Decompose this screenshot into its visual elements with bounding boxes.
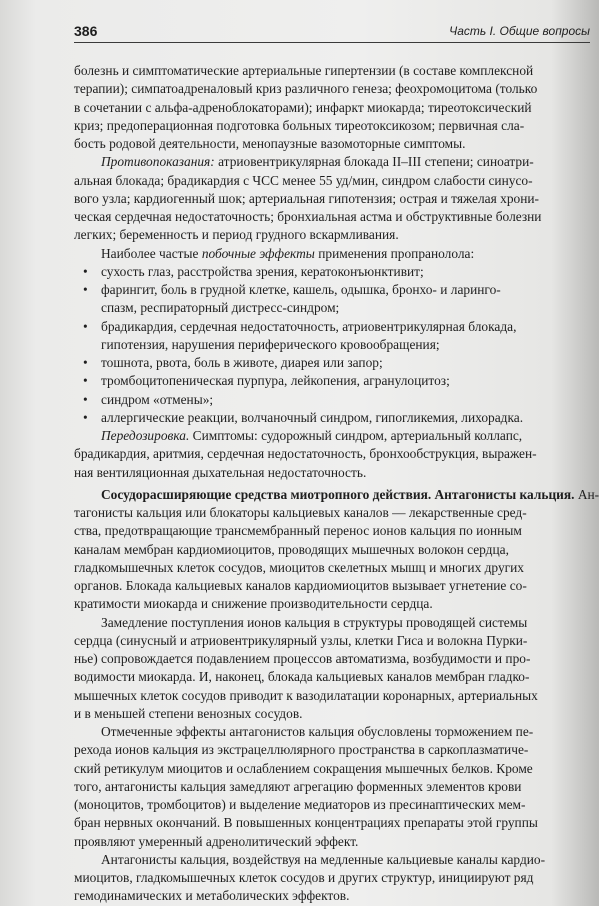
page-number: 386 (74, 23, 98, 39)
body-text (74, 62, 599, 906)
bullet-item: • синдром «отмены»; (74, 391, 590, 409)
text-line: мышечных клеток сосудов приводит к вазодилатации коронарных, артериальных (74, 687, 538, 703)
running-head (74, 22, 590, 43)
contraindications-label: Противопоказания: (101, 154, 215, 170)
bullet-item: • сухость глаз, расстройства зрения, кератоконъюнктивит; (74, 263, 590, 281)
text-line: в сочетании с альфа-адреноблокаторами); инфаркт миокарда; тиреотоксический (74, 99, 532, 115)
text-line: органов. Блокада кальциевых каналов кардиомиоцитов вызывает угнетение со- (74, 578, 527, 593)
overdose-line: Передозировка. Симптомы: судорожный синдром, артериальный коллапс, (101, 428, 523, 443)
text-line: водимости миокарда. И, наконец, блокада кальциевых каналов мембран гладко- (74, 669, 530, 685)
text-line: и в меньшей степени венозных сосудов. (74, 705, 303, 721)
text-line: миоцитов, гладкомышечных клеток сосудов и других структур, инициируют ряд (74, 870, 534, 885)
text-line: гладкомышечных клеток сосудов, миоцитов скелетных мышц и многих других (74, 559, 524, 575)
text-line: бость родовой деятельности, менопаузные вазомоторные симптомы. (74, 136, 466, 151)
bullet-item: • тошнота, рвота, боль в животе, диарея или запор; (74, 354, 590, 372)
text-line: болезнь и симптоматические артериальные гипертензии (в составе комплексной (74, 63, 534, 78)
bullet-marker: • (83, 263, 88, 279)
text-line: криз; предоперационная подготовка больных тиреотоксикозом; первичная сла- (74, 117, 525, 133)
overdose-label: Передозировка. (101, 428, 190, 443)
text-line: бран нервных окончаний. В повышенных концентрациях препараты этой группы (74, 815, 538, 831)
text-line: брадикардия, аритмия, сердечная недостаточность, бронхообструкция, выражен- (74, 446, 537, 462)
text-line: Замедление поступления ионов кальция в структуры проводящей системы (101, 614, 528, 630)
contraindications-line: Противопоказания: атриовентрикулярная блокада II–III степени; синоатри- (101, 154, 534, 170)
text-line: кратимости миокарда и снижение производительности сердца. (74, 596, 433, 612)
text-line: ная вентиляционная дыхательная недостаточность. (74, 464, 367, 480)
text-line: сердца (синусный и атриовентрикулярный узлы, клетки Гиса и волокна Пурки- (74, 632, 528, 648)
text-line: альная блокада; брадикардия с ЧСС менее 55 уд/мин, синдром слабости синусо- (74, 172, 533, 188)
part-title: Часть I. Общие вопросы (449, 24, 590, 38)
text-line: гемодинамических и метаболических эффектов. (74, 888, 350, 904)
text-line: тагонисты кальция или блокаторы кальциевых каналов — лекарственные сред- (74, 505, 527, 520)
bullet-marker: • (83, 318, 88, 334)
text-line: каналам мембран кардиомиоцитов, проводящих мышечных волокон сердца, (74, 541, 509, 557)
text-line: ский ретикулум миоцитов и ослаблением сокращения мышечных белков. Кроме (74, 760, 533, 776)
bullet-continuation: спазм, респираторный дистресс-синдром; (101, 300, 340, 316)
side-effects-label: побочные эффекты (201, 245, 315, 261)
bullet-item: • брадикардия, сердечная недостаточность, атриовентрикулярная блокада, (74, 318, 590, 336)
text-line: проявляют умеренный адренолитический эффект. (74, 833, 359, 849)
bullet-continuation: гипотензия, нарушения периферического кровообращения; (101, 336, 440, 352)
text-line: ческая сердечная недостаточность; бронхиальная астма и обструктивные болезни (74, 209, 542, 224)
text-line: рехода ионов кальция из экстрацеллюлярного пространства в саркоплазматиче- (74, 742, 529, 758)
bullet-item: • фарингит, боль в грудной клетке, кашель, одышка, бронхо- и ларинго- (74, 281, 590, 299)
side-effects-intro: Наиболее частые побочные эффекты применения пропранолола: (101, 245, 475, 261)
text-line: (моноцитов, тромбоцитов) и выделение медиаторов из пресинаптических мем- (74, 797, 526, 812)
section-heading: Сосудорасширяющие средства миотропного действия. Антагонисты кальция. (101, 486, 575, 502)
text-line: нье) сопровождается подавлением процессов автоматизма, возбудимости и про- (74, 651, 531, 666)
text-line: терапии); симпатоадреналовый криз различного генеза; феохромоцитома (только (74, 81, 538, 97)
bullet-marker: • (83, 409, 88, 425)
text-line: Антагонисты кальция, воздействуя на медленные кальциевые каналы кардио- (101, 851, 546, 867)
text-line: того, антагонисты кальция замедляют агрегацию форменных элементов крови (74, 778, 522, 794)
bullet-item: • тромбоцитопеническая пурпура, лейкопения, агранулоцитоз; (74, 372, 590, 390)
section-heading-line: Сосудорасширяющие средства миотропного действия. Антагонисты кальция. Ан- (101, 486, 599, 502)
text-line: Отмеченные эффекты антагонистов кальция обусловлены торможением пе- (101, 724, 534, 739)
bullet-marker: • (83, 391, 88, 407)
text-line: легких; беременность и период грудного вскармливания. (74, 227, 399, 243)
bullet-marker: • (83, 282, 88, 297)
bullet-item: • аллергические реакции, волчаночный синдром, гипогликемия, лихорадка. (74, 409, 590, 427)
bullet-marker: • (83, 373, 88, 389)
bullet-marker: • (83, 355, 88, 370)
text-line: вого узла; кардиогенный шок; артериальная гипотензия; острая и тяжелая хрони- (74, 190, 540, 206)
text-line: ства, предотвращающие трансмембранный перенос ионов кальция по ионным (74, 523, 522, 539)
